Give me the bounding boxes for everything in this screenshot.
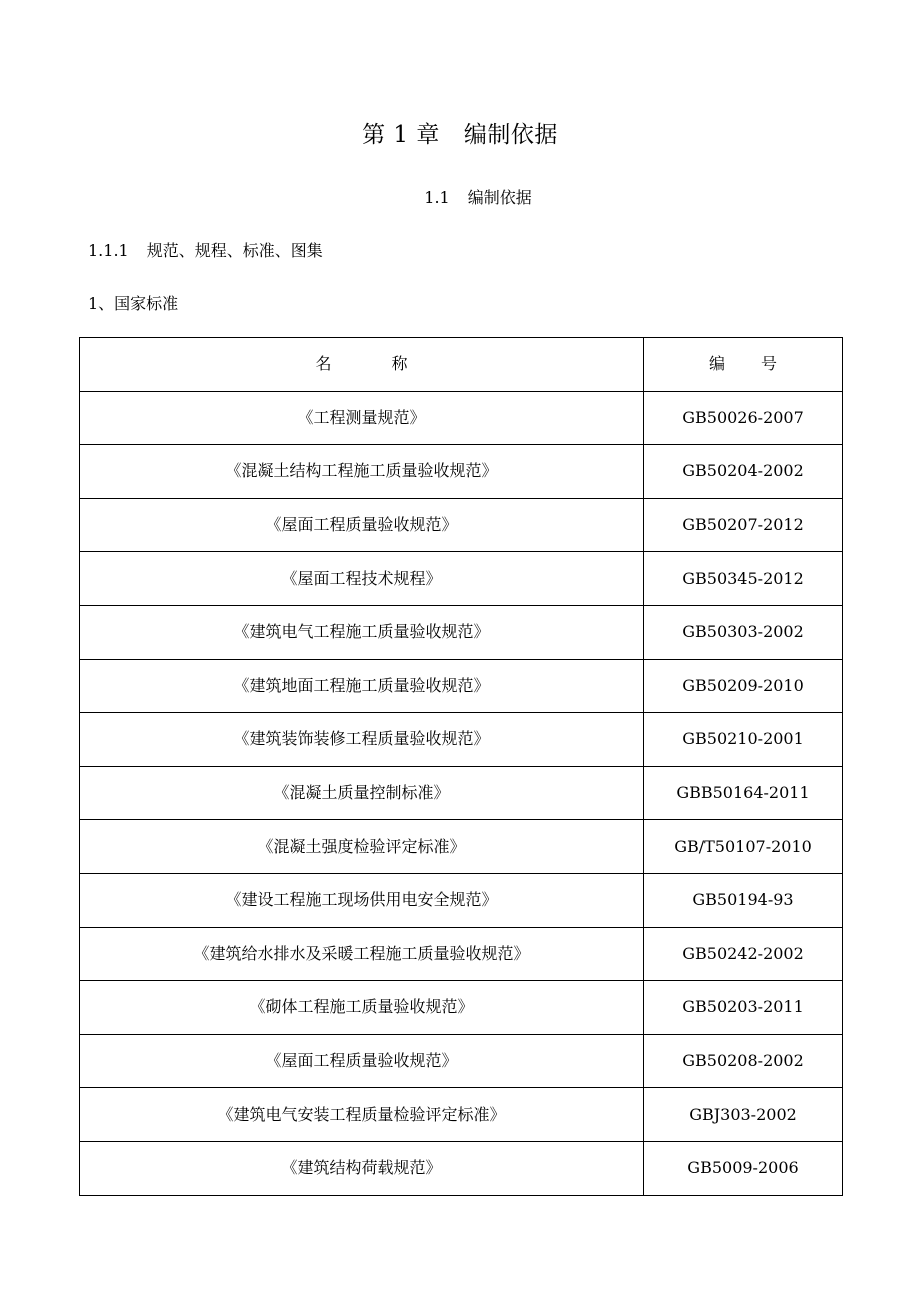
standard-code: GBB50164-2011 (644, 766, 843, 820)
header-code: 编号 (644, 338, 843, 392)
standard-name: 《建筑电气安装工程质量检验评定标准》 (80, 1088, 644, 1142)
table-row (80, 873, 843, 927)
table-row (80, 605, 843, 659)
standard-name: 《屋面工程技术规程》 (80, 552, 644, 606)
table-row (80, 981, 843, 1035)
chapter-name: 编制依据 (463, 122, 558, 148)
table-row (80, 1141, 843, 1195)
standard-code: GB50210-2001 (644, 713, 843, 767)
standards-table (79, 337, 843, 1196)
standard-code: GBJ303-2002 (644, 1088, 843, 1142)
table-row (80, 1088, 843, 1142)
standard-name: 《建设工程施工现场供用电安全规范》 (80, 873, 644, 927)
standard-code: GB50208-2002 (644, 1034, 843, 1088)
standard-name: 《混凝土强度检验评定标准》 (80, 820, 644, 874)
subsection-number: 1.1.1 (88, 241, 129, 260)
standard-name: 《工程测量规范》 (80, 391, 644, 445)
standard-code: GB50207-2012 (644, 498, 843, 552)
table-row (80, 445, 843, 499)
header-name: 名称 (80, 338, 644, 392)
table-header-row (80, 338, 843, 392)
table-row (80, 820, 843, 874)
standard-name: 《建筑给水排水及采暖工程施工质量验收规范》 (80, 927, 644, 981)
table-row (80, 713, 843, 767)
chapter-title (0, 118, 920, 152)
standard-code: GB50203-2011 (644, 981, 843, 1035)
standard-name: 《建筑地面工程施工质量验收规范》 (80, 659, 644, 713)
table-row (80, 659, 843, 713)
table-row (80, 498, 843, 552)
subsection-title (88, 239, 323, 263)
standard-name: 《砌体工程施工质量验收规范》 (80, 981, 644, 1035)
standard-name: 《建筑电气工程施工质量验收规范》 (80, 605, 644, 659)
standard-code: GB50204-2002 (644, 445, 843, 499)
subsection-name: 规范、规程、标准、图集 (146, 241, 323, 260)
table-row (80, 766, 843, 820)
standard-code: GB50345-2012 (644, 552, 843, 606)
standard-name: 《屋面工程质量验收规范》 (80, 1034, 644, 1088)
table-row (80, 552, 843, 606)
standard-name: 《屋面工程质量验收规范》 (80, 498, 644, 552)
standard-code: GB50303-2002 (644, 605, 843, 659)
standard-code: GB50026-2007 (644, 391, 843, 445)
standard-code: GB5009-2006 (644, 1141, 843, 1195)
standard-code: GB50194-93 (644, 873, 843, 927)
table-row (80, 1034, 843, 1088)
table-row (80, 927, 843, 981)
section-title (0, 186, 920, 210)
section-name: 编制依据 (467, 188, 532, 207)
chapter-number: 第 1 章 (362, 122, 440, 148)
list-heading: 1、国家标准 (88, 294, 179, 313)
section-number: 1.1 (424, 188, 450, 207)
standard-name: 《建筑装饰装修工程质量验收规范》 (80, 713, 644, 767)
standard-name: 《建筑结构荷载规范》 (80, 1141, 644, 1195)
table-row (80, 391, 843, 445)
standard-name: 《混凝土结构工程施工质量验收规范》 (80, 445, 644, 499)
standard-code: GB/T50107-2010 (644, 820, 843, 874)
standard-code: GB50242-2002 (644, 927, 843, 981)
standard-code: GB50209-2010 (644, 659, 843, 713)
standard-name: 《混凝土质量控制标准》 (80, 766, 644, 820)
